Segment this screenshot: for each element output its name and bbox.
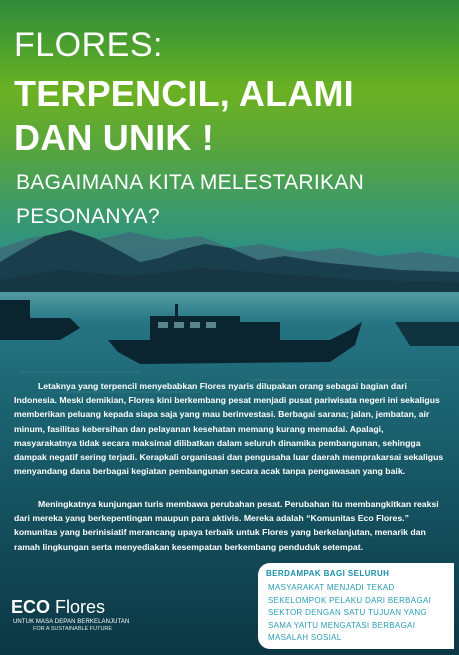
eco-flores-logo: [11, 597, 161, 637]
subtitle-line-1: BAGAIMANA KITA MELESTARIKAN: [16, 171, 365, 194]
callout-box: [258, 563, 454, 649]
article-paragraph-1: Letaknya yang terpencil menyebabkan Flores nyaris dilupakan orang sebagai bagian dari Indonesia. Meski demikian, Flores kini berkembang pesat menjadi pusat pariwisata negeri ini sekaligus memberikan peluang kepada siapa saja yang mau berinvestasi. Berbagai sarana; jalan, jembatan, air minum, fasilitas kebersihan dan pelayanan kesehatan memang kurang memadai. Apalagi, masyarakatnya tidak secara maksimal dilibatkan dalam seluruh dinamika pembangunan, sehingga dampak negatif sering terjadi. Kerapkali organisasi dan pengusaha luar daerah memprakarsai sekaligus menyandang dana berbagai kegiatan pembangunan secara acak tanpa pengawasan yang baik.: [14, 381, 444, 477]
title-line-3: DAN UNIK !: [14, 117, 214, 158]
subtitle-line-2: PESONANYA?: [16, 205, 160, 228]
callout-body: MASYARAKAT MENJADI TEKAD SEKELOMPOK PELAKU DARI BERBAGAI SEKTOR DENGAN SATU TUJUAN YANG SAMA YAITU MENGATASI BERBAGAI MASALAH SOSIAL: [268, 583, 432, 642]
title-line-1: FLORES:: [14, 26, 163, 64]
logo-wordmark: [11, 597, 105, 618]
main-title: [14, 72, 354, 160]
logo-tagline-english: FOR A SUSTAINABLE FUTURE: [33, 626, 113, 632]
callout-title: BERDAMPAK BAGI SELURUH: [266, 569, 390, 578]
logo-eco: ECO: [11, 597, 51, 617]
logo-tagline: UNTUK MASA DEPAN BERKELANJUTAN: [13, 619, 130, 625]
title-line-2: TERPENCIL, ALAMI: [14, 73, 354, 114]
subtitle: [16, 166, 364, 234]
logo-flores: Flores: [50, 597, 106, 617]
article-paragraph-2: Meningkatnya kunjungan turis membawa perubahan pesat. Perubahan itu membangkitkan reaksi dari mereka yang berkepentingan maupun para aktivis. Mereka adalah “Komunitas Eco Flores.” komunitas yang berinisiatif merancang upaya terbaik untuk Flores yang berkelanjutan, menarik dan ramah lingkungan serta menyediakan kesempatan berkembang penduduk setempat.: [14, 499, 439, 552]
